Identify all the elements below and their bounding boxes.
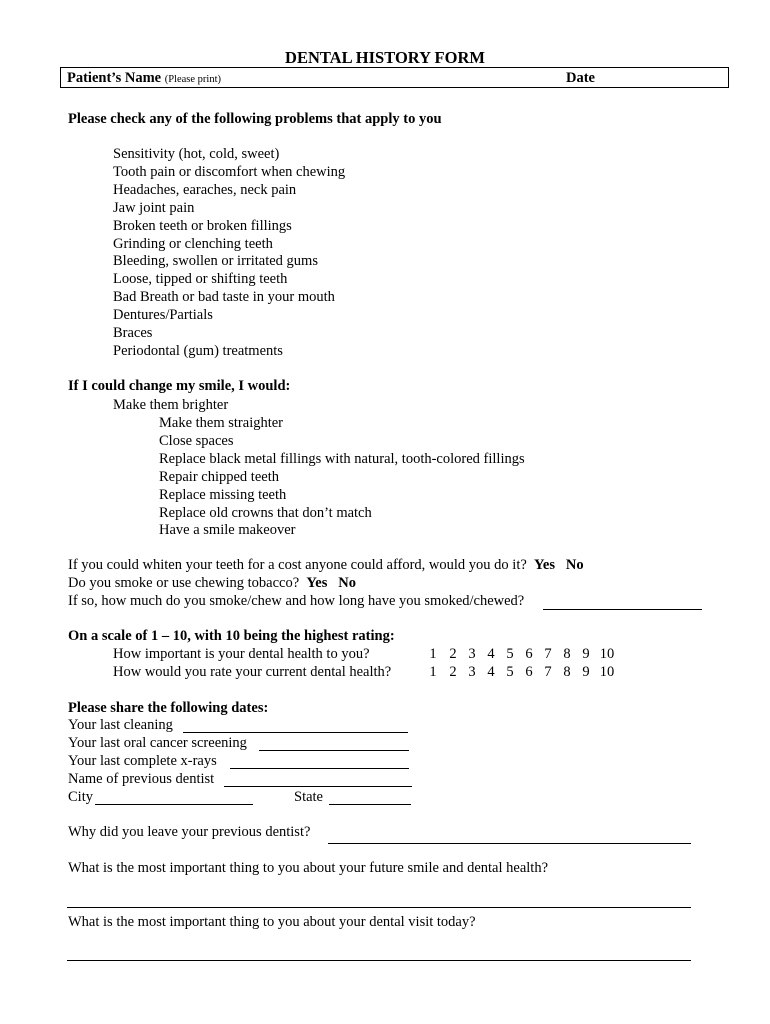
rating-option[interactable]: 8 <box>563 646 571 662</box>
problem-item-label: Sensitivity (hot, cold, sweet) <box>113 146 280 162</box>
previous-dentist-label: Name of previous dentist <box>68 771 215 787</box>
problem-item-label: Jaw joint pain <box>113 199 195 216</box>
smile-option-brighter: Make them brighter <box>113 397 229 413</box>
problem-item-label: Braces <box>113 325 153 341</box>
last-xrays-field[interactable] <box>230 768 409 769</box>
rating-option[interactable]: 4 <box>487 664 495 680</box>
smoke-amount-question: If so, how much do you smoke/chew and how long have you smoked/chewed? <box>68 593 525 609</box>
patient-info-box <box>60 67 729 88</box>
why-leave-question: Why did you leave your previous dentist? <box>68 824 311 840</box>
yes-option[interactable]: Yes <box>306 575 328 591</box>
dates-heading: Please share the following dates: <box>68 700 269 716</box>
visit-today-question: What is the most important thing to you about your dental visit today? <box>68 914 476 930</box>
smile-option-label: Have a smile makeover <box>159 522 296 539</box>
future-smile-field[interactable] <box>67 907 691 908</box>
previous-dentist-field[interactable] <box>224 786 412 787</box>
problem-item-label: Broken teeth or broken fillings <box>113 217 292 234</box>
smile-heading: If I could change my smile, I would: <box>68 378 291 394</box>
scale-heading: On a scale of 1 – 10, with 10 being the highest rating: <box>68 628 395 644</box>
state-field[interactable] <box>329 804 411 805</box>
rating-option[interactable]: 5 <box>506 664 514 680</box>
problem-item-label: Dentures/Partials <box>113 307 213 324</box>
rating-option[interactable]: 3 <box>468 646 476 662</box>
rating-option[interactable]: 10 <box>599 664 615 680</box>
problem-item-label: Bleeding, swollen or irritated gums <box>113 253 318 270</box>
rating-option[interactable]: 2 <box>449 664 457 680</box>
rating-option[interactable]: 3 <box>468 664 476 680</box>
rating-option[interactable]: 6 <box>525 664 533 680</box>
problem-item-label: Bad Breath or bad taste in your mouth <box>113 289 335 306</box>
whiten-question: If you could whiten your teeth for a cost anyone could afford, would you do it? Yes No <box>68 557 584 573</box>
problems-heading: Please check any of the following problems that apply to you <box>68 111 442 127</box>
form-title: DENTAL HISTORY FORM <box>285 48 485 67</box>
rating-option[interactable]: 9 <box>582 664 590 680</box>
state-label: State <box>294 789 323 805</box>
smile-option-label: Make them straighter <box>159 415 284 431</box>
scale-question-rating: How would you rate your current dental health? <box>113 664 392 680</box>
last-cleaning-label: Your last cleaning <box>68 717 173 733</box>
city-field[interactable] <box>95 804 253 805</box>
rating-option[interactable]: 9 <box>582 646 590 662</box>
future-smile-question: What is the most important thing to you about your future smile and dental health? <box>68 860 549 876</box>
rating-option[interactable]: 7 <box>544 664 552 680</box>
rating-option[interactable]: 1 <box>429 664 437 680</box>
last-xrays-label: Your last complete x-rays <box>68 753 217 769</box>
rating-option[interactable]: 4 <box>487 646 495 662</box>
scale-question-importance: How important is your dental health to you? <box>113 646 370 662</box>
rating-option[interactable]: 1 <box>429 646 437 662</box>
visit-today-field[interactable] <box>67 960 691 961</box>
rating-option[interactable]: 10 <box>599 646 615 662</box>
rating-option[interactable]: 5 <box>506 646 514 662</box>
please-print-note: (Please print <box>164 74 218 85</box>
yes-option[interactable]: Yes <box>534 557 555 573</box>
smile-option-label: Repair chipped teeth <box>159 468 279 485</box>
no-option[interactable]: No <box>338 575 356 591</box>
smile-option-label: Replace old crowns that don’t match <box>159 504 372 521</box>
problem-item-label: Headaches, earaches, neck pain <box>113 181 297 198</box>
last-cancer-screening-label: Your last oral cancer screening <box>68 735 247 751</box>
date-label: Date <box>566 70 595 86</box>
problem-item-label: Tooth pain or discomfort when chewing <box>113 163 346 180</box>
smile-option-label: Replace black metal fillings with natural, tooth-colored fillings <box>159 450 525 467</box>
last-cleaning-field[interactable] <box>183 732 408 733</box>
smoke-amount-field[interactable] <box>543 609 702 610</box>
problem-item-label: Periodontal (gum) treatments <box>113 342 283 359</box>
smoke-question: Do you smoke or use chewing tobacco? Yes No <box>68 575 356 591</box>
why-leave-field[interactable] <box>328 843 691 844</box>
rating-option[interactable]: 6 <box>525 646 533 662</box>
patient-name-label: Patient’s Name (Please print) <box>67 70 221 86</box>
city-label: City <box>68 789 93 805</box>
no-option[interactable]: No <box>565 557 584 573</box>
rating-option[interactable]: 8 <box>563 664 571 680</box>
smile-option-label: Replace missing teeth <box>159 486 287 503</box>
rating-option[interactable]: 2 <box>449 646 457 662</box>
problem-item-label: Loose, tipped or shifting teeth <box>113 271 288 288</box>
last-cancer-screening-field[interactable] <box>259 750 409 751</box>
rating-option[interactable]: 7 <box>544 646 552 662</box>
problem-item-label: Grinding or clenching teeth <box>113 235 273 252</box>
smile-option-label: Close spaces <box>159 432 234 449</box>
